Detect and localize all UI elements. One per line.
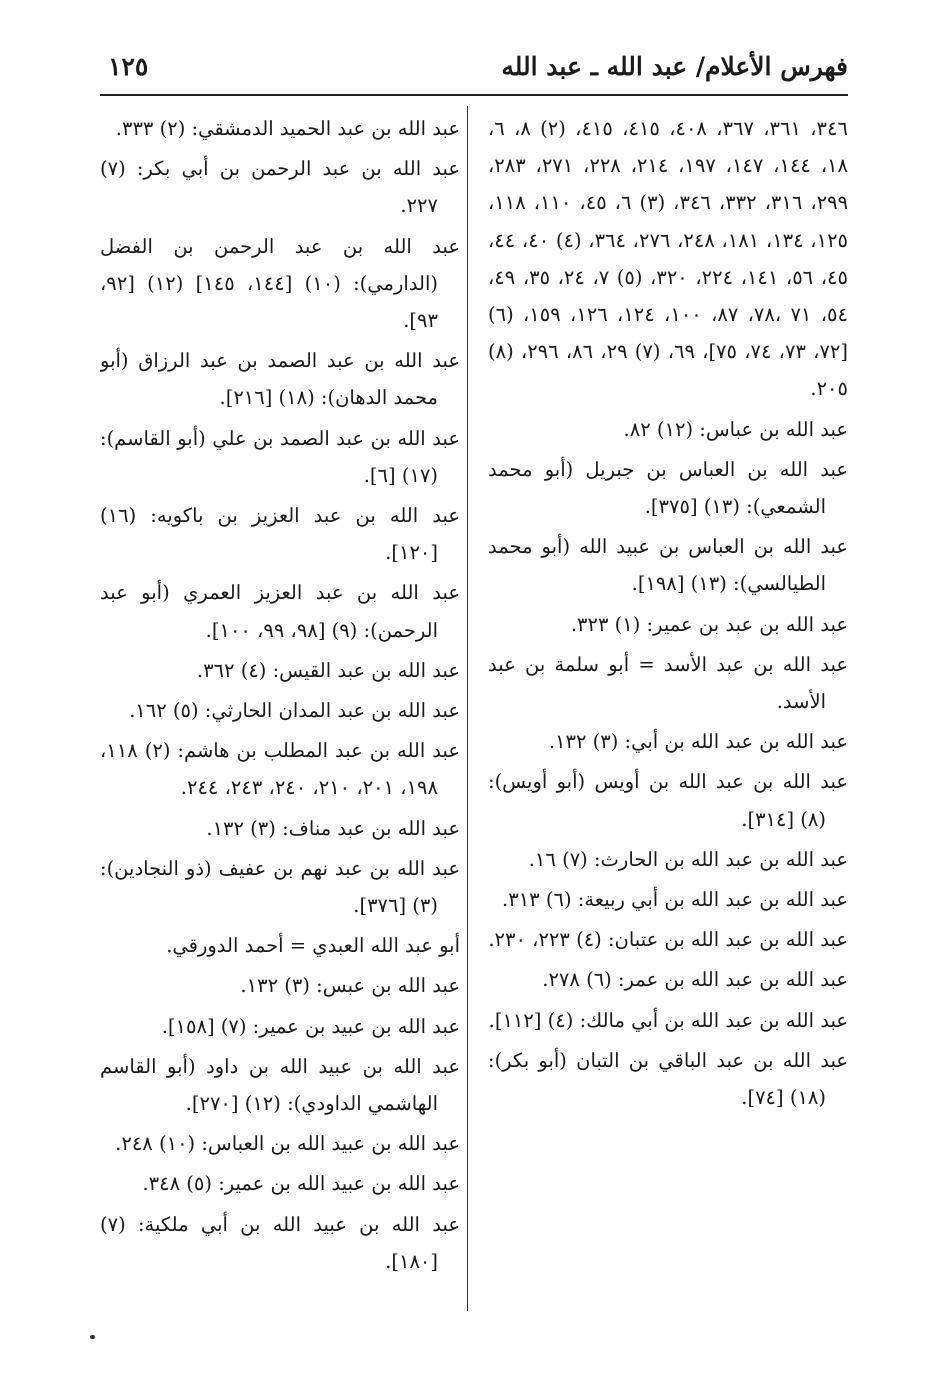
index-entry: عبد الله بن عبس: (٣) ١٣٢. bbox=[240, 974, 460, 998]
index-entry: عبد الله بن عبد العزيز العمري (أبو عبد الرحمن): (٩) [٩٨، ٩٩، ١٠٠]. bbox=[100, 581, 460, 642]
index-entry: عبد الله بن عبد الله بن أويس (أبو أويس): (٨) [٣١٤]. bbox=[488, 770, 848, 831]
column-divider bbox=[467, 106, 468, 1311]
index-entry: عبد الله بن عبد العزيز بن باكويه: (١٦) [١٢٠]. bbox=[100, 504, 460, 565]
index-entry: عبد الله بن عبد نهم بن عفيف (ذو النجادين): (٣) [٣٧٦]. bbox=[100, 856, 460, 918]
index-entry: عبد الله بن عبد الرحمن بن أبي بكر: (٧) ٢٢٧. bbox=[100, 157, 460, 218]
index-entry: عبد الله بن عبد الأسد = أبو سلمة بن عبد الأسد. bbox=[488, 652, 848, 714]
index-entry: عبد الله بن عبد الرحمن بن الفضل (الدارمي): (١٠) [١٤٤، ١٤٥] (١٢) [٩٢، ٩٣]. bbox=[100, 234, 460, 333]
index-column-left bbox=[100, 110, 460, 1320]
index-column-right bbox=[488, 110, 848, 1320]
index-entry: عبد الله بن عبد الله بن عتبان: (٤) ٢٢٣، ٢٣٠. bbox=[488, 928, 848, 952]
index-entry: عبد الله بن عبد الصمد بن عبد الرزاق (أبو محمد الدهان): (١٨) [٢١٦]. bbox=[100, 349, 460, 410]
index-entry: عبد الله بن عبد الله بن أبي: (٣) ١٣٢. bbox=[548, 730, 848, 754]
index-entry: عبد الله بن عبد المدان الحارثي: (٥) ١٦٢. bbox=[129, 699, 460, 723]
index-entry: عبد الله بن عبد القيس: (٤) ٣٦٢. bbox=[196, 658, 460, 682]
index-entry: أبو عبد الله العبدي = أحمد الدورقي. bbox=[166, 934, 460, 958]
index-entry: عبد الله بن عبد الحميد الدمشقي: (٢) ٣٣٣. bbox=[115, 117, 460, 140]
index-entry: عبد الله بن عبد المطلب بن هاشم: (٢) ١١٨، ١٩٨، ٢٠١، ٢١٠، ٢٤٠، ٢٤٣، ٢٤٤. bbox=[100, 739, 460, 800]
index-entry: عبد الله بن عبيد الله بن العباس: (١٠) ٢٤٨. bbox=[115, 1132, 460, 1156]
index-entry: عبد الله بن عبيد الله بن أبي ملكية: (٧) [١٨٠]. bbox=[100, 1212, 460, 1273]
page-number: ١٢٥ bbox=[108, 52, 149, 81]
running-head-title: فهرس الأعلام/ عبد الله ـ عبد الله bbox=[501, 52, 848, 81]
index-entry: عبد الله بن عبد مناف: (٣) ١٣٢. bbox=[206, 816, 460, 840]
index-entry: عبد الله بن عبد الله بن الحارث: (٧) ١٦. bbox=[528, 847, 848, 871]
index-entry: عبد الله بن عباس: (١٢) ٨٢. bbox=[623, 417, 848, 441]
scan-speck bbox=[90, 1335, 95, 1339]
running-header bbox=[100, 48, 848, 96]
index-entry: عبد الله بن عبيد الله بن داود (أبو القاسم الهاشمي الداودي): (١٢) [٢٧٠]. bbox=[100, 1054, 460, 1116]
index-entry: عبد الله بن عبد الله بن أبي ربيعة: (٦) ٣١٣. bbox=[502, 888, 848, 912]
index-entry: عبد الله بن عبيد الله بن عمير: (٥) ٣٤٨. bbox=[142, 1172, 460, 1196]
index-entry: عبد الله بن العباس بن عبيد الله (أبو محمد الطيالسي): (١٣) [١٩٨]. bbox=[488, 535, 848, 596]
index-entry: عبد الله بن عبد الله بن أبي مالك: (٤) [١١٢]. bbox=[488, 1008, 848, 1032]
index-entry: عبد الله بن عبد الصمد بن علي (أبو القاسم): (١٧) [٦]. bbox=[100, 426, 460, 487]
index-entry: عبد الله بن عبد الباقي بن التبان (أبو بكر): (١٨) [٧٤]. bbox=[488, 1048, 848, 1110]
index-entry: عبد الله بن عبيد بن عمير: (٧) [١٥٨]. bbox=[161, 1014, 460, 1038]
index-entry: عبد الله بن عبد الله بن عمر: (٦) ٢٧٨. bbox=[542, 968, 848, 992]
index-entry: عبد الله بن عبد بن عمير: (١) ٣٢٣. bbox=[570, 612, 848, 636]
index-entry: عبد الله بن العباس بن جبريل (أبو محمد الشمعي): (١٣) [٣٧٥]. bbox=[488, 457, 848, 519]
index-entry-continuation: ٣٤٦، ٣٦١، ٣٦٧، ٤٠٨، ٤١٥، ٤١٥، (٢) ٨، ٦، ١٨، ١٤٤، ١٤٧، ١٩٧، ٢١٤، ٢٢٨، ٢٧١، ٢٨٣، ٢٩٩، ٣١٦، ٣٣٢، ٣٤٦، (٣) ٦، ٤٥، ١١٠، ١١٨، ١٢٥، ١٣٤، ١٨١، ٢٤٨، ٢٧٦، ٣٦٤، (٤) ٤٠، ٤٤، ٤٥، ٥٦، ١٤١، ٢٢٤، ٣٢٠، (٥) ٧، ٢٤، ٣٥، ٤٩، ٥٤، ٧١ ،٧٨، ٨٧، ١٠٠، ١٢٤، ١٢٦، ١٥٩، (٦) [٧٢، ٧٣، ٧٤، ٧٥]، ٦٩، (٧) ٢٩، ٨٦، ٢٩٦، (٨) ٢٠٥. bbox=[488, 117, 848, 401]
